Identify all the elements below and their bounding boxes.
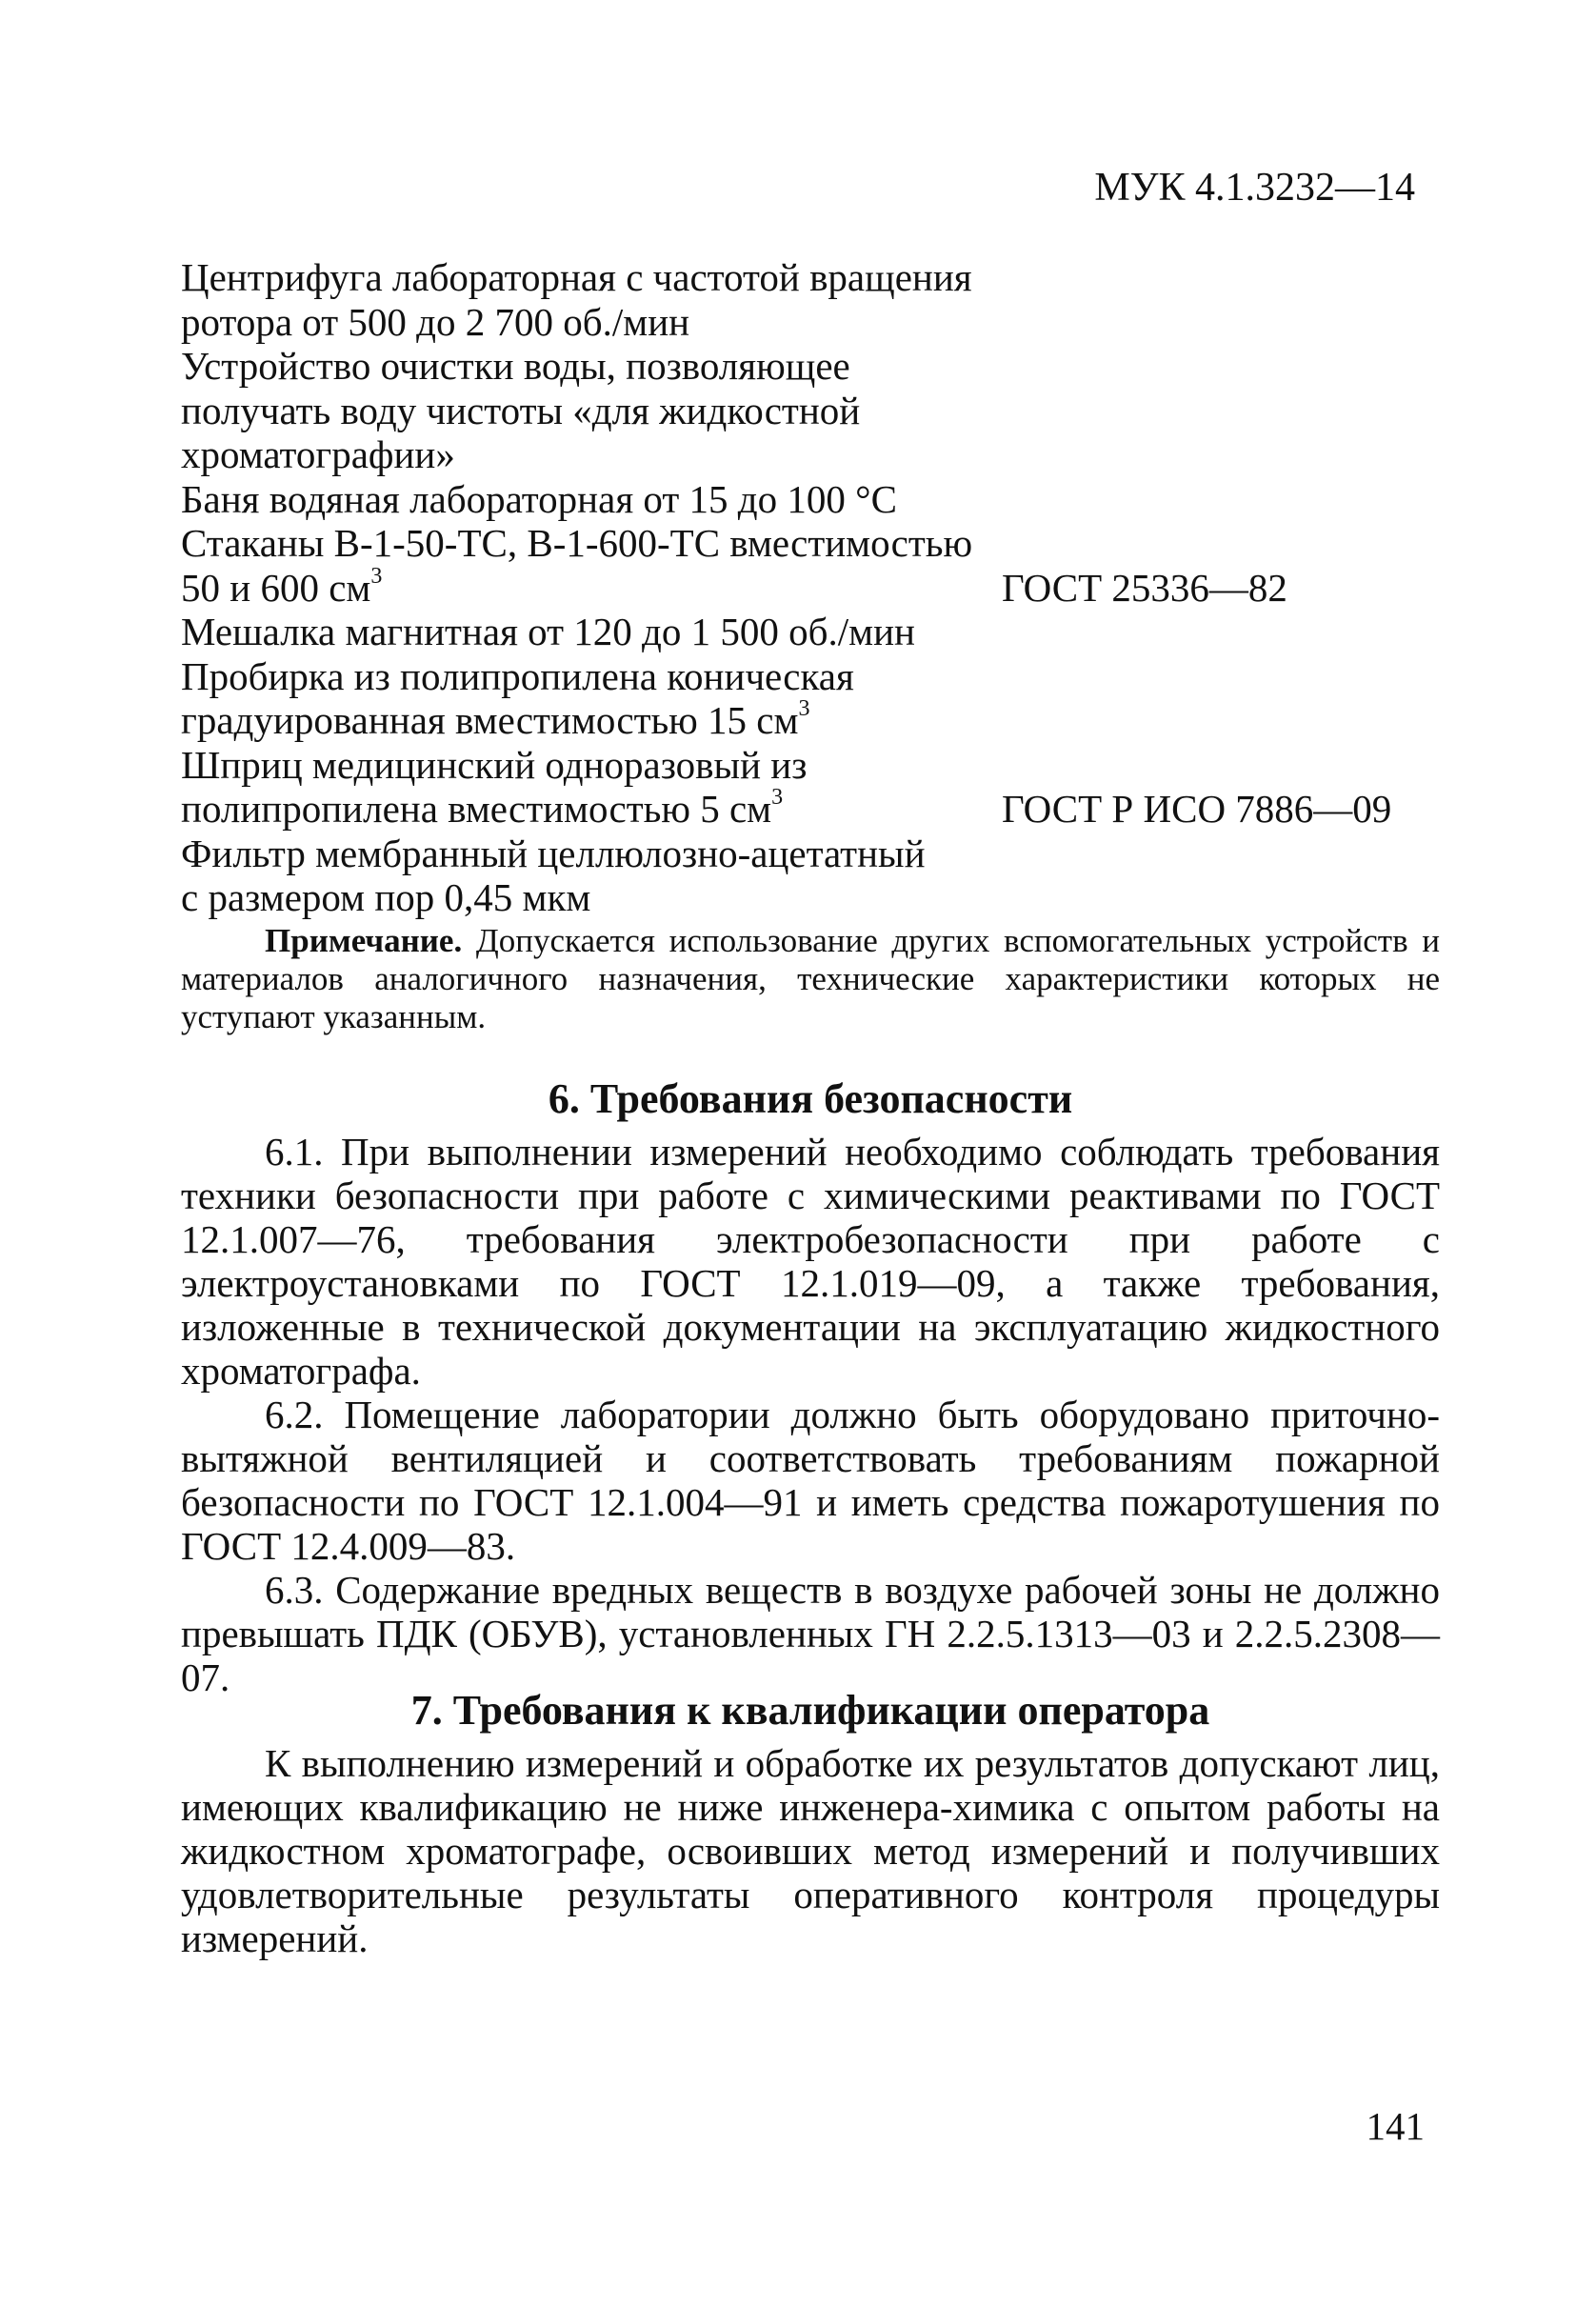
paragraph-6-1: 6.1. При выполнении измерений необходимо соблюдать требования техники безопасности при работе с химическими реактивами по ГОСТ 12.1.007—76, требования электробезопасности при работе с электроустановками по ГОСТ 12.1.019—09, а также требования, изложенные в технической документации на эксплуатацию жидкостного хроматографа. — [181, 1130, 1440, 1393]
equipment-text: получать воду чистоты «для жидкостной — [181, 388, 861, 432]
superscript: 3 — [771, 785, 784, 811]
equipment-line — [181, 389, 1419, 433]
superscript: 3 — [798, 696, 810, 722]
equipment-list — [181, 255, 1419, 920]
equipment-text: Баня водяная лабораторная от 15 до 100 °С — [181, 476, 897, 521]
equipment-line — [181, 698, 1419, 743]
paragraph-7: К выполнению измерений и обработке их результатов допускают лиц, имеющих квалификацию не ниже инженера-химика с опытом работы на жидкостном хроматографе, освоивших метод измерений и получивших удовлетворительные результаты оперативного контроля процедуры измерений. — [181, 1741, 1440, 1960]
equipment-line — [181, 344, 1419, 389]
section-6-heading: 6. Требования безопасности — [548, 1075, 1073, 1122]
paragraph-6-2: 6.2. Помещение лаборатории должно быть оборудовано приточно-вытяжной вентиляцией и соответствовать требованиям пожарной безопасности по ГОСТ 12.1.004—91 и иметь средства пожаротушения по ГОСТ 12.4.009—83. — [181, 1393, 1440, 1568]
note-text: Допускается использование других вспомогательных устройств и материалов аналогичного назначения, технические характеристики которых не уступают указанным. — [181, 922, 1440, 1035]
note-label: Примечание. — [265, 922, 463, 959]
equipment-text: Пробирка из полипропилена коническая — [181, 653, 854, 698]
equipment-line — [181, 521, 1419, 566]
standard-reference: ГОСТ 25336—82 — [1002, 565, 1287, 610]
superscript: 3 — [370, 563, 383, 589]
equipment-text: с размером пор 0,45 мкм — [181, 875, 591, 919]
standard-reference: ГОСТ Р ИСО 7886—09 — [1002, 787, 1392, 831]
equipment-line — [181, 787, 1419, 832]
equipment-line — [181, 610, 1419, 654]
document-code: МУК 4.1.3232—14 — [1094, 166, 1415, 210]
equipment-line — [181, 563, 1419, 611]
equipment-line — [181, 300, 1419, 345]
equipment-text: Центрифуга лабораторная с частотой вращения — [181, 255, 972, 299]
equipment-text: градуированная вместимостью 15 см — [181, 698, 799, 742]
equipment-line — [181, 477, 1419, 522]
equipment-line — [181, 255, 1419, 300]
equipment-text: ротора от 500 до 2 700 об./мин — [181, 299, 690, 344]
section-7-heading: 7. Требования к квалификации оператора — [410, 1687, 1210, 1734]
equipment-text: Фильтр мембранный целлюлозно-ацетатный — [181, 831, 926, 875]
equipment-text: 50 и 600 см — [181, 565, 371, 610]
equipment-text: Мешалка магнитная от 120 до 1 500 об./мин — [181, 610, 915, 653]
equipment-line — [181, 832, 1419, 876]
equipment-text: хроматографии» — [181, 432, 455, 476]
page-number: 141 — [1366, 2104, 1425, 2148]
section-7-body — [181, 1741, 1440, 1960]
equipment-text: Стаканы В-1-50-ТС, В-1-600-ТС вместимостью — [181, 521, 973, 565]
equipment-text: Устройство очистки воды, позволяющее — [181, 344, 850, 388]
note-paragraph — [181, 922, 1440, 1036]
equipment-line — [181, 654, 1419, 699]
equipment-text: полипропилена вместимостью 5 см — [181, 787, 772, 831]
equipment-text: Шприц медицинский одноразовый из — [181, 742, 808, 787]
equipment-line — [181, 875, 1419, 920]
section-6-body — [181, 1130, 1440, 1699]
paragraph-6-3: 6.3. Содержание вредных веществ в воздухе рабочей зоны не должно превышать ПДК (ОБУВ), установленных ГН 2.2.5.1313—03 и 2.2.5.2308—07. — [181, 1568, 1440, 1699]
equipment-line — [181, 432, 1419, 477]
equipment-line — [181, 743, 1419, 788]
